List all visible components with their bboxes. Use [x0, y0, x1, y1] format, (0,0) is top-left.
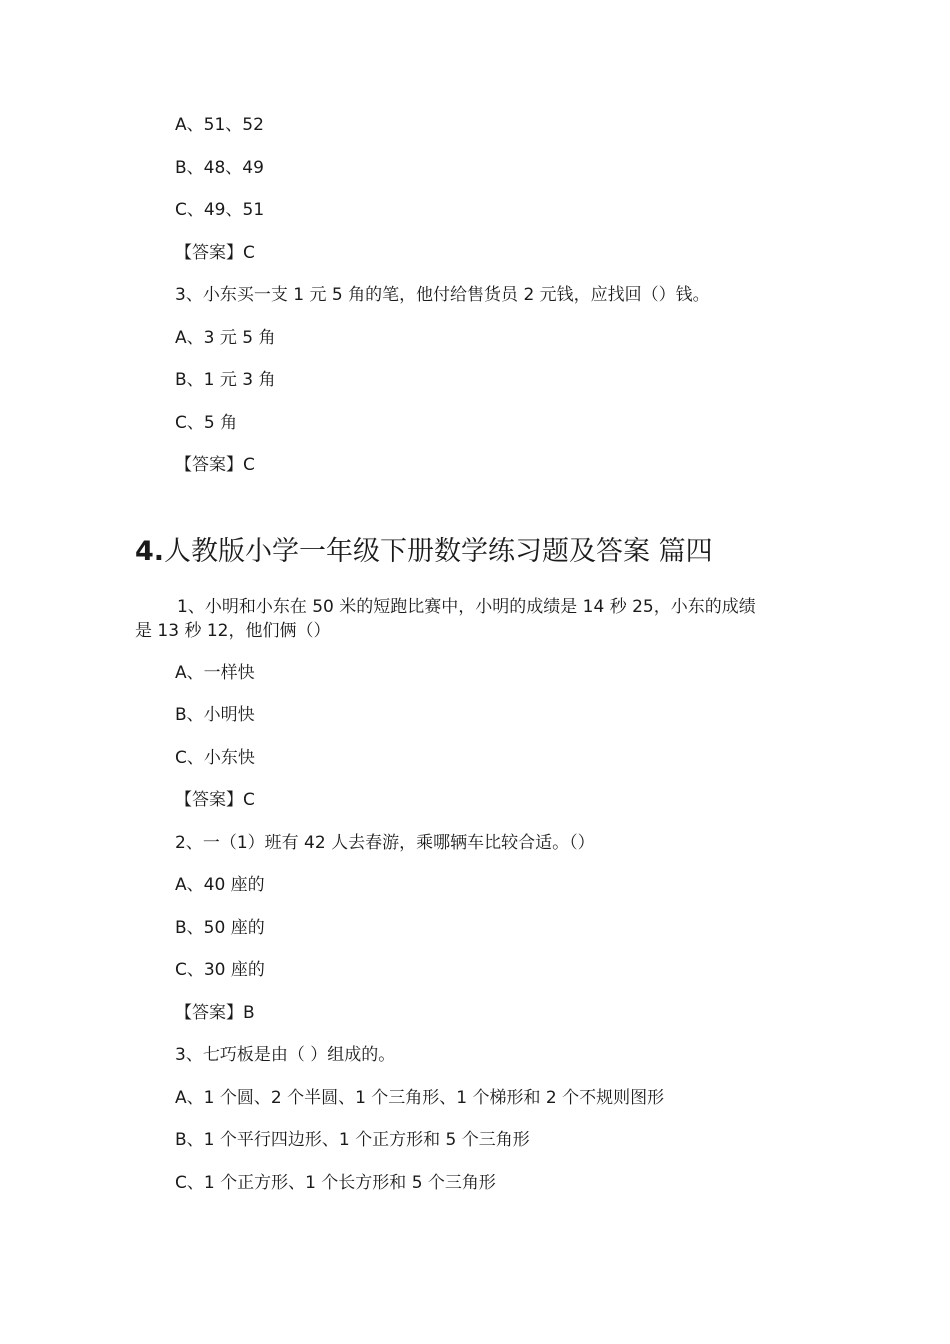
option-b: B、48、49 — [175, 158, 264, 178]
option-c: C、1 个正方形、1 个长方形和 5 个三角形 — [175, 1173, 496, 1193]
option-c: C、30 座的 — [175, 960, 265, 980]
option-c: C、5 角 — [175, 413, 238, 433]
answer-line: 【答案】C — [175, 790, 255, 810]
question-2: 2、一（1）班有 42 人去春游，乘哪辆车比较合适。（） — [175, 833, 595, 853]
option-a: A、3 元 5 角 — [175, 328, 276, 348]
option-a: A、51、52 — [175, 115, 264, 135]
section-heading — [135, 534, 713, 570]
option-c: C、小东快 — [175, 748, 255, 768]
option-b: B、50 座的 — [175, 918, 265, 938]
answer-line: 【答案】B — [175, 1003, 255, 1023]
question-3: 3、七巧板是由（ ）组成的。 — [175, 1045, 396, 1065]
option-a: A、40 座的 — [175, 875, 265, 895]
question-3: 3、小东买一支 1 元 5 角的笔，他付给售货员 2 元钱，应找回（）钱。 — [175, 285, 710, 305]
option-a: A、一样快 — [175, 663, 255, 683]
option-b: B、1 个平行四边形、1 个正方形和 5 个三角形 — [175, 1130, 530, 1150]
option-b: B、1 元 3 角 — [175, 370, 276, 390]
section-title: 人教版小学一年级下册数学练习题及答案 篇四 — [164, 536, 713, 567]
answer-line: 【答案】C — [175, 455, 255, 475]
option-a: A、1 个圆、2 个半圆、1 个三角形、1 个梯形和 2 个不规则图形 — [175, 1088, 665, 1108]
question-1 — [135, 595, 815, 643]
question-1-line-2: 是 13 秒 12，他们俩（） — [135, 621, 331, 641]
question-1-line-1: 1、小明和小东在 50 米的短跑比赛中，小明的成绩是 14 秒 25，小东的成绩 — [177, 597, 756, 617]
section-number: 4. — [135, 536, 165, 567]
option-c: C、49、51 — [175, 200, 265, 220]
option-b: B、小明快 — [175, 705, 255, 725]
answer-line: 【答案】C — [175, 243, 255, 263]
